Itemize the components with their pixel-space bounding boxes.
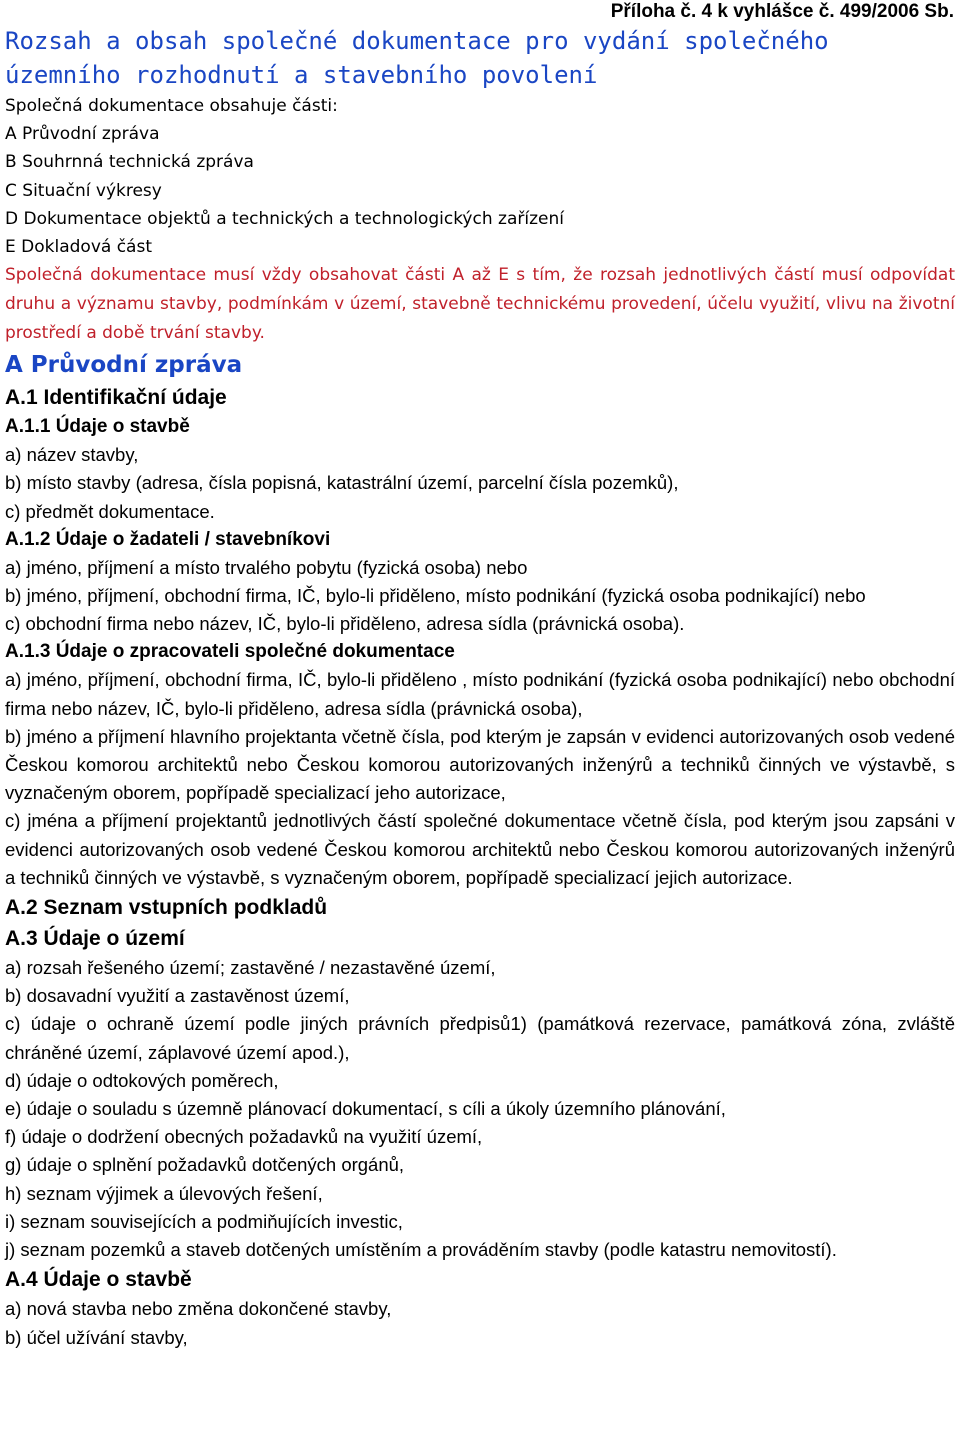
part-item: A Průvodní zpráva <box>5 124 160 145</box>
list-item: d) údaje o odtokových poměrech, <box>5 1069 279 1091</box>
list-item: a) rozsah řešeného území; zastavěné / nezastavěné území, <box>5 957 496 979</box>
document-title: Rozsah a obsah společné dokumentace pro vydání společného územního rozhodnutí a stavebního povolení <box>5 27 829 89</box>
part-item: D Dokumentace objektů a technických a technologických zařízení <box>5 208 564 229</box>
list-item: i) seznam souvisejících a podmiňujících investic, <box>5 1210 403 1232</box>
section-a1-heading: A.1 Identifikační údaje <box>5 386 227 410</box>
list-item: a) jméno, příjmení a místo trvalého pobytu (fyzická osoba) nebo <box>5 556 528 578</box>
part-item: B Souhrnná technická zpráva <box>5 152 254 173</box>
section-a-heading: A Průvodní zpráva <box>5 352 243 379</box>
list-item: c) obchodní firma nebo název, IČ, bylo-li přiděleno, adresa sídla (právnická osoba). <box>5 613 685 635</box>
list-item: b) jméno, příjmení, obchodní firma, IČ, bylo-li přiděleno, místo podnikání (fyzická osoba podnikající) nebo <box>5 585 866 607</box>
document-body <box>5 24 955 1352</box>
list-item: a) jméno, příjmení, obchodní firma, IČ, bylo-li přiděleno , místo podnikání (fyzická osoba podnikající) nebo obchodní firma nebo název, IČ, bylo-li přiděleno, adresa sídla (právnická osoba), <box>5 669 955 719</box>
list-item: f) údaje o dodržení obecných požadavků na využití území, <box>5 1126 483 1148</box>
list-item: c) údaje o ochraně území podle jiných právních předpisů1) (památková rezervace, památková zóna, zvláště chráněné území, záplavové území apod.), <box>5 1013 955 1063</box>
section-a2-heading: A.2 Seznam vstupních podkladů <box>5 896 328 920</box>
section-a12-heading: A.1.2 Údaje o žadateli / stavebníkovi <box>5 528 331 550</box>
list-item: a) název stavby, <box>5 444 139 466</box>
list-item: b) účel užívání stavby, <box>5 1326 188 1348</box>
part-item: C Situační výkresy <box>5 180 162 201</box>
intro-note: Společná dokumentace musí vždy obsahovat části A až E s tím, že rozsah jednotlivých částí musí odpovídat druhu a významu stavby, podmínkám v území, stavebně technickému provedení, účelu využití, vlivu na životní prostředí a době trvání stavby. <box>5 265 955 344</box>
list-item: h) seznam výjimek a úlevových řešení, <box>5 1182 323 1204</box>
list-item: b) místo stavby (adresa, čísla popisná, katastrální území, parcelní čísla pozemků), <box>5 472 679 494</box>
section-a13-heading: A.1.3 Údaje o zpracovateli společné dokumentace <box>5 641 455 663</box>
list-item: c) jména a příjmení projektantů jednotlivých částí společné dokumentace včetně čísla, pod kterým jsou zapsáni v evidenci autorizovaných osob vedené Českou komorou architektů nebo Českou komorou autorizovaných inženýrů a techniků činných ve výstavbě, s vyznačeným oborem, popřípadě specializací jejich autorizace. <box>5 810 955 888</box>
section-a3-heading: A.3 Údaje o území <box>5 927 185 951</box>
annex-label: Příloha č. 4 k vyhlášce č. 499/2006 Sb. <box>610 1 954 22</box>
list-item: c) předmět dokumentace. <box>5 500 215 522</box>
list-item: a) nová stavba nebo změna dokončené stavby, <box>5 1298 392 1320</box>
list-item: b) dosavadní využití a zastavěnost území, <box>5 985 350 1007</box>
list-item: g) údaje o splnění požadavků dotčených orgánů, <box>5 1154 405 1176</box>
section-a4-heading: A.4 Údaje o stavbě <box>5 1268 192 1292</box>
list-item: b) jméno a příjmení hlavního projektanta včetně čísla, pod kterým je zapsán v evidenci autorizovaných osob vedené Českou komorou architektů nebo Českou komorou autorizovaných inženýrů a techniků činných ve výstavbě, s vyznačeným oborem, popřípadě specializací jeho autorizace, <box>5 725 955 804</box>
list-item: e) údaje o souladu s územně plánovací dokumentací, s cíli a úkoly územního plánování, <box>5 1098 726 1120</box>
intro-lead: Společná dokumentace obsahuje části: <box>5 96 338 116</box>
section-a11-heading: A.1.1 Údaje o stavbě <box>5 416 190 438</box>
part-item: E Dokladová část <box>5 237 152 258</box>
list-item: j) seznam pozemků a staveb dotčených umístěním a prováděním stavby (podle katastru nemovitostí). <box>5 1239 837 1261</box>
